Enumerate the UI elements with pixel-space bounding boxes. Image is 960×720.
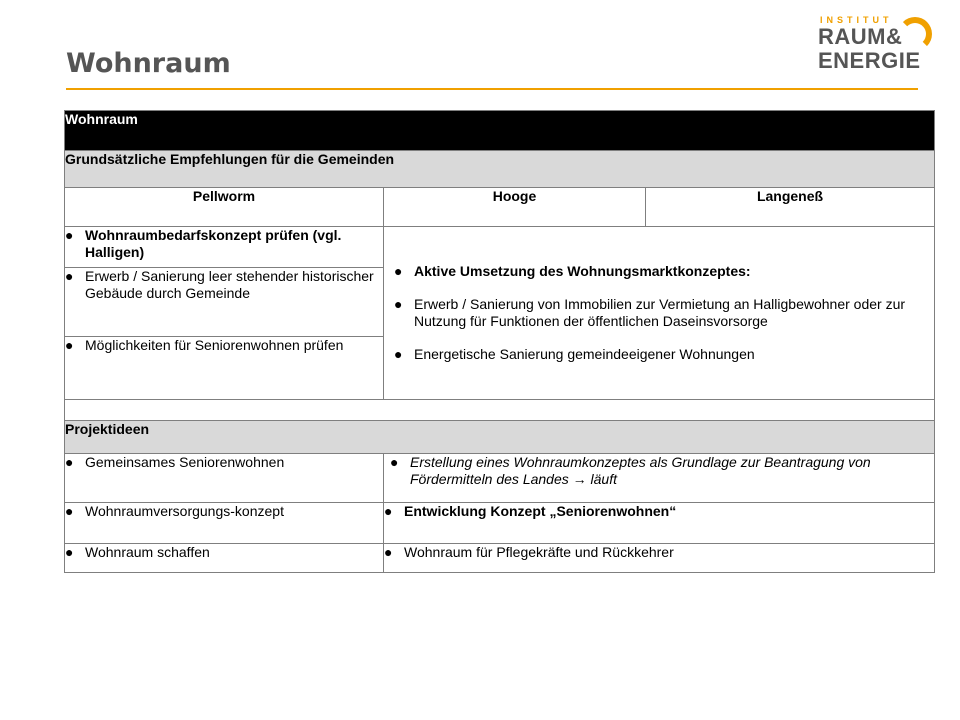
logo-line-1: INSTITUT xyxy=(820,15,893,25)
spacer-row xyxy=(65,400,935,421)
bullet-icon: ● xyxy=(390,454,399,470)
bullet-icon: ● xyxy=(394,263,403,279)
project-3-left-text: Wohnraum schaffen xyxy=(85,544,210,560)
bullet-icon: ● xyxy=(394,296,403,312)
project-1-right xyxy=(384,454,935,503)
pellworm-item-2 xyxy=(65,268,384,337)
bullet-icon: ● xyxy=(65,503,74,519)
halligen-recommendations xyxy=(384,227,935,400)
bullet-icon: ● xyxy=(394,346,403,362)
pellworm-item-1-text: Wohnraumbedarfskonzept prüfen (vgl. Halligen) xyxy=(85,227,342,260)
halligen-item-2-text: Erwerb / Sanierung von Immobilien zur Vermietung an Halligbewohner oder zur Nutzung für Funktionen der öffentlichen Daseinsvorsorge xyxy=(414,296,906,329)
column-langeness: Langeneß xyxy=(646,188,935,227)
project-2-left xyxy=(65,503,384,544)
project-2-left-text: Wohnraumversorgungs-konzept xyxy=(85,503,284,519)
bullet-icon: ● xyxy=(384,503,393,519)
bullet-icon: ● xyxy=(65,454,74,470)
table-title: Wohnraum xyxy=(65,111,935,151)
slide-title: Wohnraum xyxy=(66,48,231,79)
project-3-right xyxy=(384,544,935,573)
pellworm-item-3 xyxy=(65,337,384,400)
title-divider xyxy=(66,88,918,90)
logo-line-2: RAUM& xyxy=(818,24,903,49)
wohnraum-table xyxy=(64,110,935,573)
project-2-right-text: Entwicklung Konzept „Seniorenwohnen“ xyxy=(404,503,677,519)
column-hooge: Hooge xyxy=(384,188,646,227)
institute-logo xyxy=(818,15,928,75)
project-1-right-text: Erstellung eines Wohnraumkonzeptes als Grundlage zur Beantragung von Fördermitteln des Landes → läuft xyxy=(410,454,871,487)
project-2-right xyxy=(384,503,935,544)
project-1-left-text: Gemeinsames Seniorenwohnen xyxy=(85,454,285,470)
bullet-icon: ● xyxy=(384,544,393,560)
logo-arc-icon xyxy=(898,17,932,51)
bullet-icon: ● xyxy=(65,268,74,284)
project-3-left xyxy=(65,544,384,573)
pellworm-item-3-text: Möglichkeiten für Seniorenwohnen prüfen xyxy=(85,337,344,353)
project-1-left xyxy=(65,454,384,503)
section-projects: Projektideen xyxy=(65,421,935,454)
column-pellworm: Pellworm xyxy=(65,188,384,227)
logo-line-3: ENERGIE xyxy=(818,48,921,73)
bullet-icon: ● xyxy=(65,227,74,243)
pellworm-item-2-text: Erwerb / Sanierung leer stehender historischer Gebäude durch Gemeinde xyxy=(85,268,374,301)
halligen-item-1-text: Aktive Umsetzung des Wohnungsmarktkonzeptes: xyxy=(414,263,751,279)
bullet-icon: ● xyxy=(65,337,74,353)
section-recommendations: Grundsätzliche Empfehlungen für die Gemeinden xyxy=(65,151,935,188)
halligen-item-3-text: Energetische Sanierung gemeindeeigener Wohnungen xyxy=(414,346,755,362)
pellworm-item-1 xyxy=(65,227,384,268)
project-3-right-text: Wohnraum für Pflegekräfte und Rückkehrer xyxy=(404,544,674,560)
bullet-icon: ● xyxy=(65,544,74,560)
